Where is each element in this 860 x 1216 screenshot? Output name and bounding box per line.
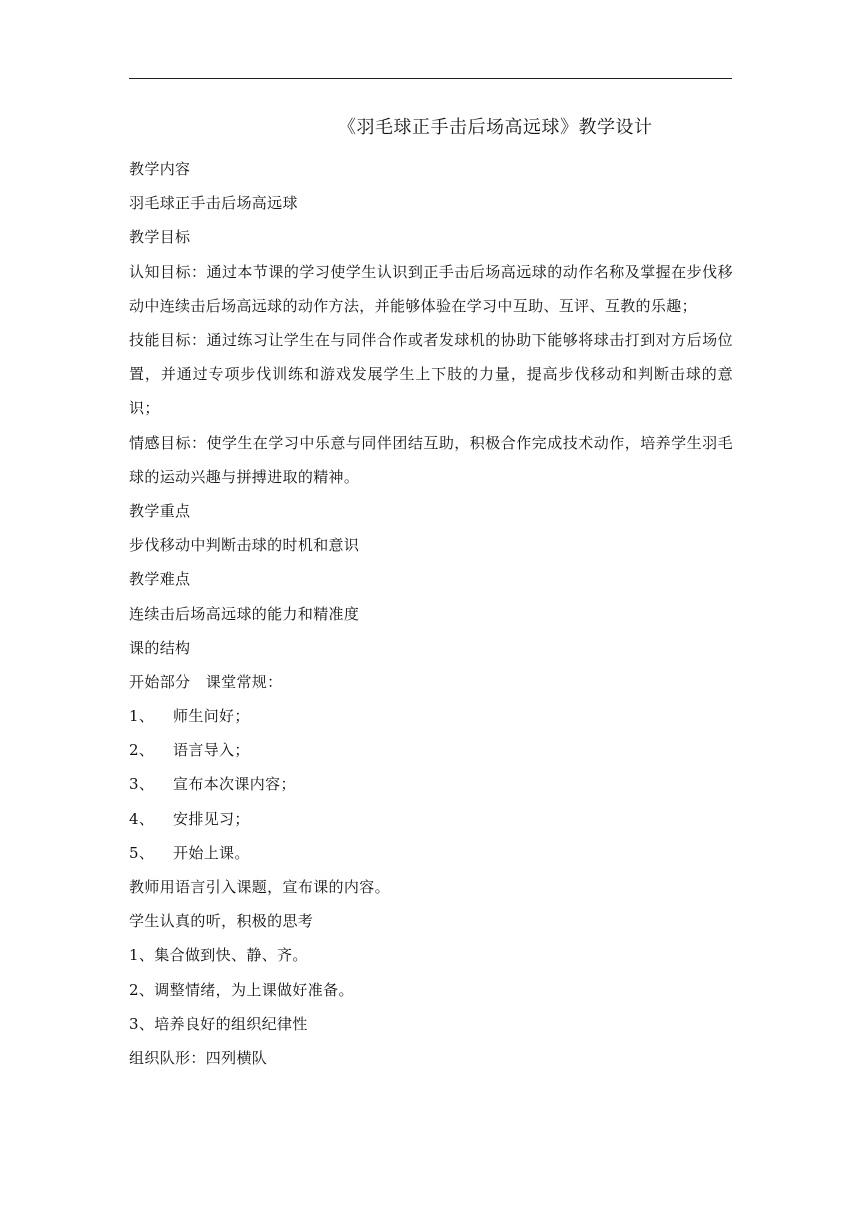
teaching-goals-heading: 教学目标 — [129, 228, 191, 247]
routine-item-number: 3、 — [129, 775, 155, 794]
difficulty-text: 连续击后场高远球的能力和精准度 — [129, 604, 360, 623]
formation-line: 组织队形：四列横队 — [129, 1048, 268, 1067]
routine-item — [129, 836, 733, 870]
routine-item — [129, 802, 733, 836]
start-section-line: 开始部分 课堂常规： — [129, 672, 283, 691]
requirement-item: 1、集合做到快、静、齐。 — [129, 946, 308, 965]
key-point-heading: 教学重点 — [129, 501, 191, 520]
requirement-item: 3、培养良好的组织纪律性 — [129, 1014, 308, 1033]
routine-item — [129, 767, 733, 801]
key-point-text: 步伐移动中判断击球的时机和意识 — [129, 536, 360, 555]
teaching-content-text: 羽毛球正手击后场高远球 — [129, 194, 298, 213]
routine-item-number: 5、 — [129, 843, 155, 862]
routine-item-text: 安排见习； — [173, 809, 250, 828]
difficulty-heading: 教学难点 — [129, 570, 191, 589]
structure-heading: 课的结构 — [129, 638, 191, 657]
skill-goal-paragraph: 技能目标：通过练习让学生在与同伴合作或者发球机的协助下能够将球击打到对方后场位置，并通过专项步伐训练和游戏发展学生上下肢的力量，提高步伐移动和判断击球的意识； — [129, 330, 733, 418]
routine-item-number: 4、 — [129, 809, 155, 828]
routine-item-number: 2、 — [129, 741, 155, 760]
routine-item-text: 师生问好； — [173, 707, 250, 726]
routine-item — [129, 733, 733, 767]
routine-item — [129, 699, 733, 733]
routine-item-number: 1、 — [129, 707, 155, 726]
document-body — [129, 152, 733, 1075]
student-action-line: 学生认真的听，积极的思考 — [129, 912, 314, 931]
header-rule — [129, 78, 732, 79]
teacher-action-line: 教师用语言引入课题，宣布课的内容。 — [129, 878, 390, 897]
requirement-item: 2、调整情绪，为上课做好准备。 — [129, 980, 354, 999]
routine-item-text: 开始上课。 — [173, 843, 250, 862]
document-title: 《羽毛球正手击后场高远球》教学设计 — [338, 117, 653, 138]
teaching-content-heading: 教学内容 — [129, 160, 191, 178]
routine-item-text: 语言导入； — [173, 741, 250, 760]
routine-item-text: 宣布本次课内容； — [173, 775, 296, 794]
cognitive-goal-paragraph: 认知目标：通过本节课的学习使学生认识到正手击后场高远球的动作名称及掌握在步伐移动中连续击后场高远球的动作方法，并能够体验在学习中互助、互评、互教的乐趣； — [129, 262, 733, 315]
emotional-goal-paragraph: 情感目标：使学生在学习中乐意与同伴团结互助，积极合作完成技术动作，培养学生羽毛球的运动兴趣与拼搏进取的精神。 — [129, 433, 733, 486]
